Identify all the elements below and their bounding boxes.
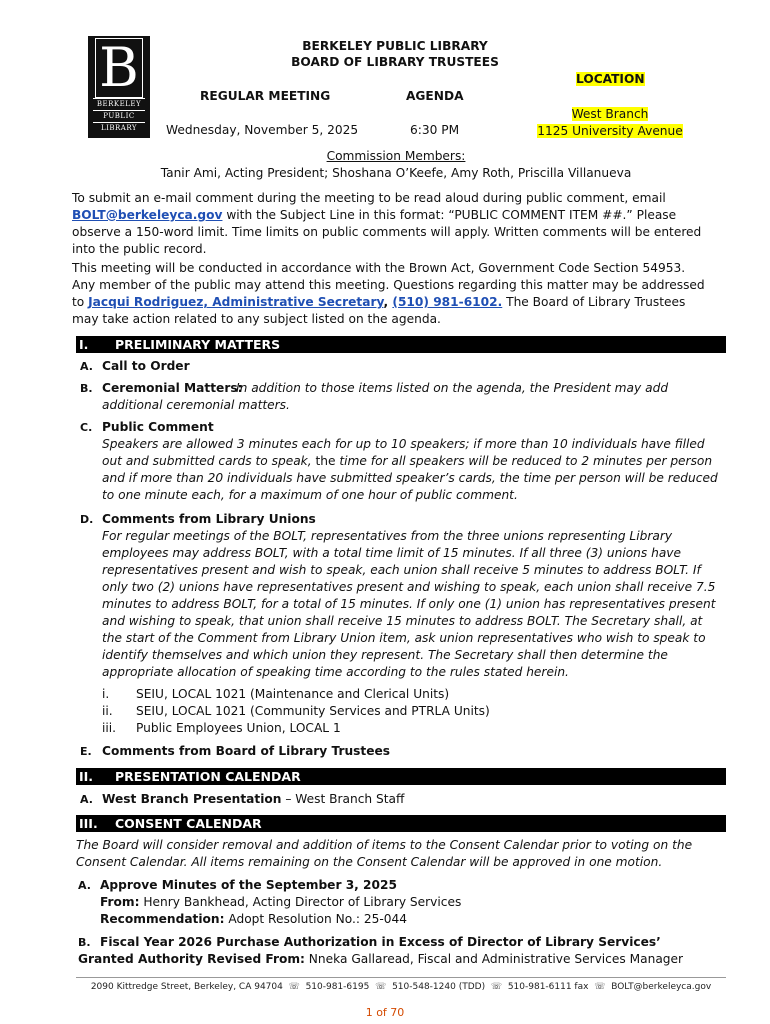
logo-letter: B [95,38,143,98]
board-name: BOARD OF LIBRARY TRUSTEES [291,55,499,69]
section-presentation-calendar: II. PRESENTATION CALENDAR [76,768,726,785]
consent-intro: The Board will consider removal and addition of items to the Consent Calendar prior to voting on the Consent Calendar. All items remaining on the Consent Calendar will be approved in one motion. [76,838,693,869]
email-link[interactable]: BOLT@berkeleyca.gov [72,208,223,222]
library-logo [88,36,150,138]
footer-fax: 510-981-6111 fax [507,982,589,992]
members-list: Tanir Ami, Acting President; Shoshana O’Keefe, Amy Roth, Priscilla Villanueva [160,166,632,180]
members-block [76,148,716,182]
footer-address: 2090 Kittredge Street, Berkeley, CA 94704 [90,982,283,992]
item-public-comment: C. Public Comment [80,420,214,434]
public-comment-text: Speakers are allowed 3 minutes each for up to 10 speakers; if more than 10 individuals have filled out and submitted cards to speak, the time for all speakers will be reduced to 2 minutes per person and if more than 20 individuals have submitted speaker’s cards, the time per person will be reduced to one minute each, for a maximum of one hour of public comment. [102,437,718,502]
mail-icon: ☏ [594,982,606,992]
item-approve-minutes: A. Approve Minutes of the September 3, 2025 [78,878,397,892]
phone-link[interactable]: (510) 981-6102. [392,295,503,309]
intro-paragraph-1: To submit an e-mail comment during the meeting to be read aloud during public comment, email BOLT@berkeleyca.gov with the Subject Line in this format: “PUBLIC COMMENT ITEM ##.” Please observe a 150-word limit. Time limits on public comments will apply. Written comments will be entered into the public record. [72,191,702,256]
contact-link[interactable]: Jacqui Rodriguez, Administrative Secretary [88,295,384,309]
meeting-type: REGULAR MEETING [200,89,331,103]
phone-icon: ☏ [490,982,503,992]
meeting-date: Wednesday, November 5, 2025 [166,123,359,137]
footer-divider [76,977,726,978]
union-sub-item: ii. SEIU, LOCAL 1021 (Community Services and PTRLA Units) [102,704,490,718]
minutes-details: From: Henry Bankhead, Acting Director of Library Services Recommendation: Adopt Resolution No.: 25-044 [100,895,462,926]
phone-icon: ☏ [288,982,300,992]
org-name: BERKELEY PUBLIC LIBRARY [302,39,488,53]
footer-tdd: 510-548-1240 (TDD) [392,982,486,992]
logo-line-2: PUBLIC [93,110,145,122]
item-west-branch-presentation: A. West Branch Presentation – West Branch Staff [80,792,405,806]
footer [76,982,726,992]
item-call-to-order: A. Call to Order [80,359,190,373]
item-board-comments: E. Comments from Board of Library Trustees [80,744,391,758]
footer-phone: 510-981-6195 [305,982,370,992]
item-library-unions: D. Comments from Library Unions [80,512,316,526]
agenda-label: AGENDA [406,89,464,103]
union-sub-item: i. SEIU, LOCAL 1021 (Maintenance and Clerical Units) [102,687,450,701]
location-address: 1125 University Avenue [537,124,683,138]
meeting-time: 6:30 PM [410,123,460,137]
phone-icon: ☏ [375,982,387,992]
location-name: West Branch [571,107,649,121]
members-label: Commission Members: [326,149,466,163]
union-sub-item: iii. Public Employees Union, LOCAL 1 [102,721,341,735]
header-org-block [250,38,540,70]
logo-line-1: BERKELEY [93,98,145,110]
section-preliminary-matters: I. PRELIMINARY MATTERS [76,336,726,353]
intro-paragraph-2: This meeting will be conducted in accordance with the Brown Act, Government Code Section 54953. Any member of the public may attend this meeting. Questions regarding this matter may be addressed to Jacqui Rodriguez, Administrative Secretary, (510) 981-6102. The Board of Library Trustees may take action related to any subject listed on the agenda. [72,261,705,326]
section-consent-calendar: III. CONSENT CALENDAR [76,815,726,832]
page-number: 1 of 70 [365,1006,405,1019]
location-label: LOCATION [576,72,645,86]
logo-line-3: LIBRARY [93,122,145,134]
library-unions-text: For regular meetings of the BOLT, representatives from the three unions representing Library employees may address BOLT, with a total time limit of 15 minutes. If all three (3) unions have representatives present and wish to speak, each union shall receive 5 minutes to address BOLT. If only two (2) unions have representatives present and wishing to speak, each union shall receive 7.5 minutes to address BOLT, for a total of 15 minutes. If only one (1) union has representatives present and wishing to speak, that union shall receive 15 minutes to address BOLT. The Secretary shall, at the start of the Comment from Library Union item, ask union representatives who wish to speak to identify themselves and which union they represent. The Secretary shall then determine the appropriate allocation of speaking time according to the rules stated herein. [102,529,716,679]
item-ceremonial-matters: B. Ceremonial Matters: [80,381,243,395]
footer-email: BOLT@berkeleyca.gov [611,982,712,992]
ceremonial-text: In addition to those items listed on the agenda, the President may add additional ceremonial matters. [102,381,669,412]
location-block [530,106,690,140]
item-fy2026-purchase: B. Fiscal Year 2026 Purchase Authorization in Excess of Director of Library Services’ Granted Authority Revised From: Nneka Gallaread, Fiscal and Administrative Services Manager [78,935,684,966]
